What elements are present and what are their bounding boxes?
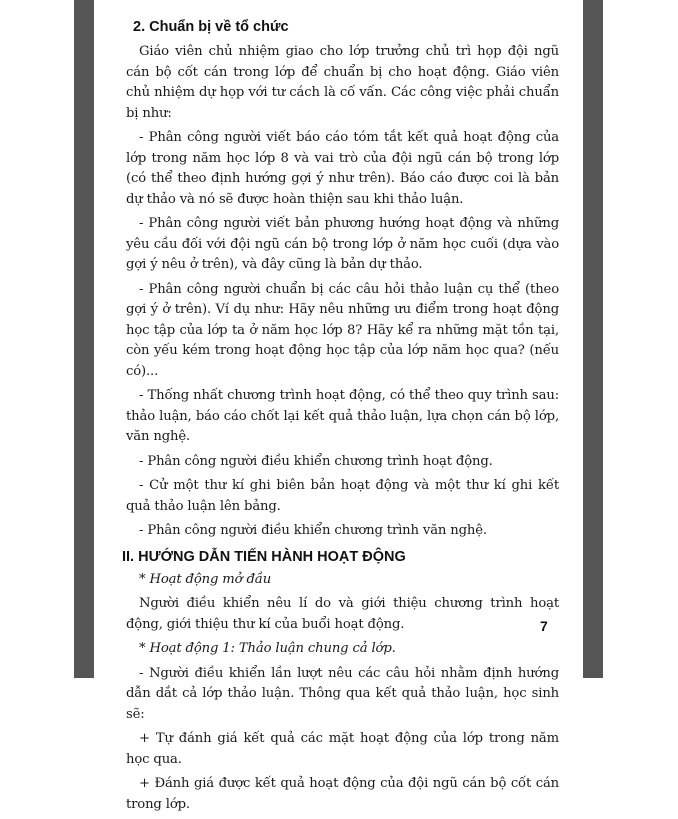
main-heading: II. HƯỚNG DẪN TIẾN HÀNH HOẠT ĐỘNG	[122, 548, 406, 565]
document-page	[94, 0, 583, 812]
paragraph: + Đánh giá được kết quả hoạt động của đội ngũ cán bộ cốt cán trong lớp.	[126, 776, 559, 812]
paragraph: - Phân công người viết bản phương hướng hoạt động và những yêu cầu đối với đội ngũ cán bộ trong lớp ở năm học cuối (dựa vào gợi ý nêu ở trên), và đây cũng là bản dự thảo.	[126, 216, 559, 272]
section-heading: 2. Chuẩn bị về tổ chức	[133, 19, 289, 35]
paragraph: - Phân công người chuẩn bị các câu hỏi thảo luận cụ thể (theo gợi ý ở trên). Ví dụ như: Hãy nêu những ưu điểm trong hoạt động học tập của lớp ta ở năm học lớp 8? Hãy kể ra những mặt tồn tại, còn yếu kém trong hoạt động học tập của lớp năm học qua? (nếu có)...	[126, 281, 559, 379]
paragraph: - Cử một thư kí ghi biên bản hoạt động và một thư kí ghi kết quả thảo luận lên bảng.	[126, 478, 559, 514]
left-border-bar	[74, 0, 94, 678]
paragraph: Giáo viên chủ nhiệm giao cho lớp trưởng chủ trì họp đội ngũ cán bộ cốt cán trong lớp để chuẩn bị cho hoạt động. Giáo viên chủ nhiệm dự họp với tư cách là cố vấn. Các công việc phải chuẩn bị như:	[126, 44, 559, 121]
paragraph: - Phân công người viết báo cáo tóm tắt kết quả hoạt động của lớp trong năm học lớp 8 và vai trò của đội ngũ cán bộ trong lớp (có thể theo định hướng gợi ý như trên). Báo cáo được coi là bản dự thảo và nó sẽ được hoàn thiện sau khi thảo luận.	[126, 130, 559, 207]
page-content	[122, 16, 559, 819]
opening-activity-label: * Hoạt động mở đầu	[139, 571, 272, 587]
paragraph: Người điều khiển nêu lí do và giới thiệu chương trình hoạt động, giới thiệu thư kí của buổi hoạt động.	[126, 596, 559, 632]
right-border-bar	[583, 0, 603, 678]
paragraph: - Thống nhất chương trình hoạt động, có thể theo quy trình sau: thảo luận, báo cáo chốt lại kết quả thảo luận, lựa chọn cán bộ lớp, văn nghệ.	[126, 388, 559, 444]
paragraph: - Phân công người điều khiển chương trình hoạt động.	[139, 453, 493, 469]
paragraph: - Phân công người điều khiển chương trình văn nghệ.	[139, 523, 487, 538]
page-number: 7	[540, 618, 548, 634]
activity-1-label: * Hoạt động 1: Thảo luận chung cả lớp.	[139, 641, 396, 656]
paragraph: + Tự đánh giá kết quả các mặt hoạt động của lớp trong năm học qua.	[126, 731, 559, 767]
paragraph: - Người điều khiển lần lượt nêu các câu hỏi nhằm định hướng dẫn dắt cả lớp thảo luận. Thông qua kết quả thảo luận, học sinh sẽ:	[126, 665, 559, 722]
